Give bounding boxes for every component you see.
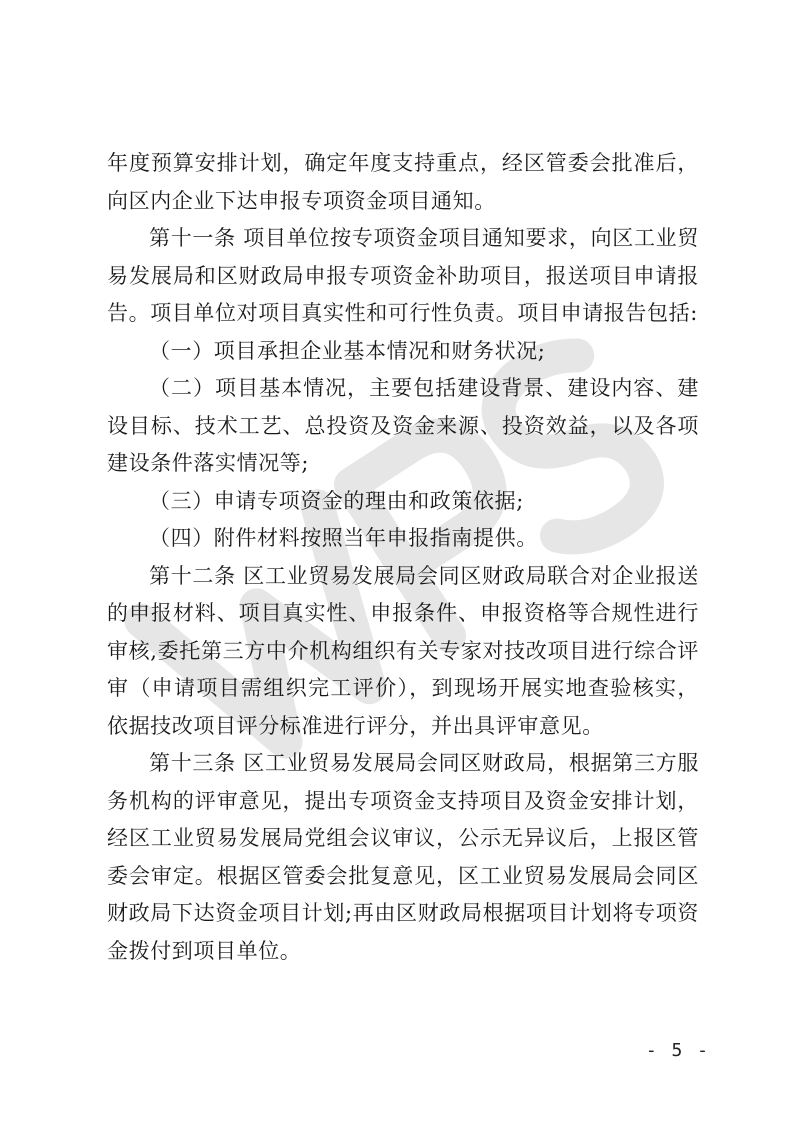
- article-12-text: 区工业贸易发展局会同区财政局联合对企业报送的申报材料、项目真实性、申报条件、申报资格等合规性进行审核,委托第三方中介机构组织有关专家对技改项目进行综合评审（申请项目需组织完工评价），到现场开展实地查验核实，依据技改项目评分标准进行评分，并出具评审意见。: [107, 563, 699, 738]
- document-body: [107, 145, 699, 970]
- article-13-text: 区工业贸易发展局会同区财政局，根据第三方服务机构的评审意见，提出专项资金支持项目及资金安排计划，经区工业贸易发展局党组会议审议，公示无异议后，上报区管委会审定。根据区管委会批复意见，区工业贸易发展局会同区财政局下达资金项目计划;再由区财政局根据项目计划将专项资金拨付到项目单位。: [107, 751, 699, 963]
- article-13-heading: 第十三条: [149, 751, 236, 775]
- article-11-item-2: （二）项目基本情况，主要包括建设背景、建设内容、建设目标、技术工艺、总投资及资金来源、投资效益，以及各项建设条件落实情况等;: [107, 376, 699, 475]
- article-11-heading: 第十一条: [149, 226, 236, 250]
- continuation-paragraph: 年度预算安排计划，确定年度支持重点，经区管委会批准后，向区内企业下达申报专项资金项目通知。: [107, 151, 699, 213]
- article-11-item-1: （一）项目承担企业基本情况和财务状况;: [149, 338, 546, 363]
- article-11-text: 项目单位按专项资金项目通知要求，向区工业贸易发展局和区财政局申报专项资金补助项目，报送项目申请报告。项目单位对项目真实性和可行性负责。项目申请报告包括:: [107, 226, 699, 325]
- article-11-paragraph: [107, 220, 699, 333]
- page-number: - 5 -: [645, 1040, 710, 1061]
- article-11-item-4: （四）附件材料按照当年申报指南提供。: [149, 526, 538, 550]
- article-11-item-3: （三）申请专项资金的理由和政策依据;: [149, 488, 524, 513]
- article-12-paragraph: [107, 558, 699, 746]
- article-13-paragraph: [107, 745, 699, 970]
- article-12-heading: 第十二条: [149, 563, 236, 588]
